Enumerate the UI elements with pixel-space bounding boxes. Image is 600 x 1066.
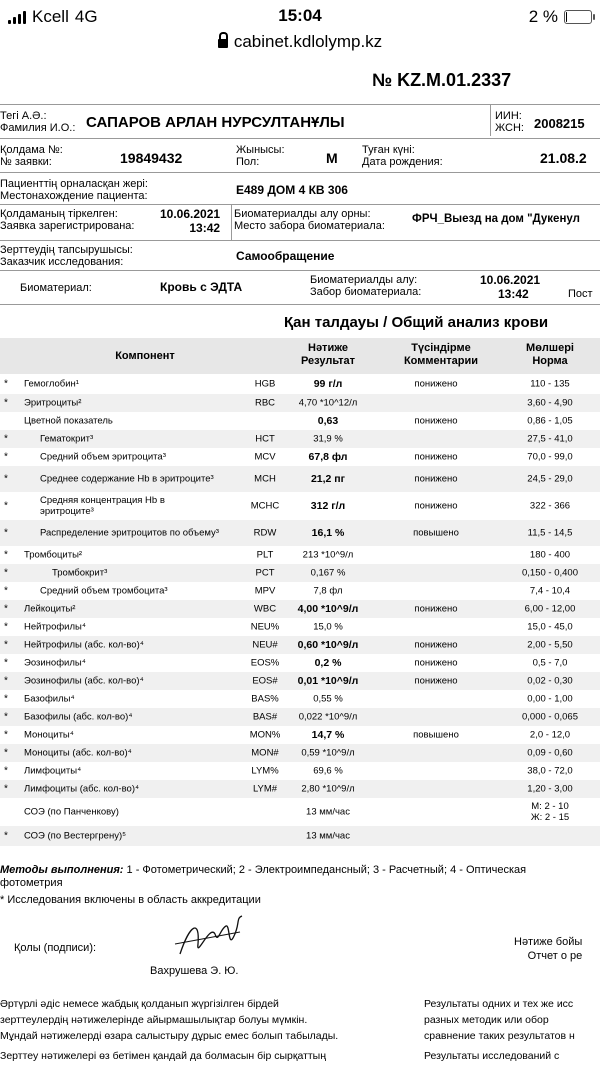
accreditation-note: * Исследования включены в область аккредитации bbox=[0, 894, 261, 906]
row-component: Лимфоциты⁴ bbox=[24, 765, 82, 777]
row-norm: 7,4 - 10,4 bbox=[529, 585, 571, 597]
row-component: Базофилы (абс. кол-во)⁴ bbox=[24, 711, 133, 723]
methods-text-2: фотометрия bbox=[0, 877, 63, 889]
table-row bbox=[0, 492, 600, 520]
row-norm: 0,86 - 1,05 bbox=[527, 415, 573, 427]
row-result: 4,00 *10^9/л bbox=[297, 603, 359, 615]
row-component: Гематокрит³ bbox=[40, 433, 94, 445]
row-comment: повышено bbox=[413, 729, 459, 741]
signer-name: Вахрушева Э. Ю. bbox=[150, 965, 239, 977]
row-component: Эритроциты² bbox=[24, 397, 82, 409]
row-result: 15,0 % bbox=[313, 621, 343, 633]
row-code: MON# bbox=[251, 747, 279, 759]
row-result: 312 г/л bbox=[310, 500, 346, 512]
row-component: Распределение эритроцитов по объему³ bbox=[40, 527, 219, 539]
row-code: EOS# bbox=[252, 675, 278, 687]
row-norm: 2,00 - 5,50 bbox=[527, 639, 573, 651]
document-number: № KZ.M.01.2337 bbox=[372, 70, 512, 90]
bio-take-label: Биоматериалды алу: Забор биоматериала: bbox=[310, 274, 422, 298]
table-row bbox=[0, 726, 600, 744]
row-result: 67,8 фл bbox=[308, 451, 348, 463]
patient-name: САПАРОВ АРЛАН НУРСУЛТАНҰЛЫ bbox=[86, 114, 345, 131]
row-star: * bbox=[4, 433, 8, 445]
row-norm: 11,5 - 14,5 bbox=[527, 527, 573, 539]
network-type: 4G bbox=[74, 7, 98, 26]
row-star: * bbox=[4, 378, 8, 390]
row-comment: понижено bbox=[414, 639, 458, 651]
row-code: NEU# bbox=[252, 639, 278, 651]
row-result: 4,70 *10^12/л bbox=[298, 397, 358, 409]
row-component: Лейкоциты² bbox=[24, 603, 76, 615]
row-star: * bbox=[4, 729, 8, 741]
row-star: * bbox=[4, 603, 8, 615]
location-value: Е489 ДОМ 4 КВ 306 bbox=[236, 183, 348, 197]
battery-icon bbox=[564, 10, 592, 24]
lab-report bbox=[0, 58, 600, 1066]
row-norm: 180 - 400 bbox=[529, 549, 571, 561]
row-component: Моноциты⁴ bbox=[24, 729, 74, 741]
row-star: * bbox=[4, 527, 8, 539]
row-norm: 0,5 - 7,0 bbox=[532, 657, 568, 669]
table-row bbox=[0, 430, 600, 448]
sex-value: М bbox=[326, 150, 338, 166]
post-label-partial: Пост bbox=[568, 288, 593, 300]
table-row bbox=[0, 690, 600, 708]
row-code: PCT bbox=[255, 567, 275, 579]
row-star: * bbox=[4, 657, 8, 669]
footer-kz: Әртүрлі әдіс немесе жабдық қолданып жүргізілген бірдей зерттеулердің нәтижелерінде айырмашылықтар болуы мүмкін. Мұндай нәтижелерді өзара салыстыру дұрыс емес болып табылады. Зерттеу нәтижелері өз бетімен қандай да болмасын бір сырқаттың bbox=[0, 998, 339, 1062]
table-row bbox=[0, 582, 600, 600]
biomaterial-value: Кровь с ЭДТА bbox=[160, 280, 243, 294]
carrier-name: Kcell bbox=[32, 7, 69, 26]
table-row bbox=[0, 412, 600, 430]
row-code: LYM% bbox=[251, 765, 279, 777]
row-star: * bbox=[4, 621, 8, 633]
row-result: 21,2 пг bbox=[310, 473, 346, 485]
table-row bbox=[0, 520, 600, 546]
bio-place-value: ФРЧ_Выезд на дом "Дукенул bbox=[412, 213, 580, 225]
dob-value: 21.08.2 bbox=[540, 150, 587, 166]
row-star: * bbox=[4, 500, 8, 512]
row-code: LYM# bbox=[252, 783, 278, 795]
row-norm: 322 - 366 bbox=[529, 500, 571, 512]
row-result: 213 *10^9/л bbox=[302, 549, 354, 561]
table-row bbox=[0, 654, 600, 672]
row-norm: 70,0 - 99,0 bbox=[527, 451, 573, 463]
lock-icon bbox=[218, 39, 228, 48]
row-comment: понижено bbox=[414, 451, 458, 463]
row-star: * bbox=[4, 830, 8, 842]
row-norm: 0,000 - 0,065 bbox=[522, 711, 578, 723]
row-result: 0,55 % bbox=[313, 693, 343, 705]
row-component: Средняя концентрация Hb в эритроците³ bbox=[40, 495, 165, 517]
table-row bbox=[0, 618, 600, 636]
iin-label: ИИН: ЖСН: bbox=[495, 110, 524, 134]
iin-value: 2008215 bbox=[534, 116, 585, 131]
row-component: Гемоглобин¹ bbox=[24, 378, 79, 390]
row-code: NEU% bbox=[250, 621, 280, 633]
row-comment: понижено bbox=[414, 675, 458, 687]
row-star: * bbox=[4, 711, 8, 723]
row-star: * bbox=[4, 549, 8, 561]
row-norm: 2,0 - 12,0 bbox=[529, 729, 571, 741]
row-star: * bbox=[4, 693, 8, 705]
header-comment: Түсіндірме Комментарии bbox=[403, 342, 479, 367]
row-result: 2,80 *10^9/л bbox=[301, 783, 355, 795]
address-bar[interactable] bbox=[0, 32, 600, 58]
row-comment: понижено bbox=[414, 500, 458, 512]
customer-value: Самообращение bbox=[236, 249, 335, 263]
location-label: Пациенттің орналасқан жері: Местонахождение пациента: bbox=[0, 178, 148, 202]
dob-label: Туған күні: Дата рождения: bbox=[362, 144, 443, 168]
header-result: Нәтиже Результат bbox=[300, 342, 356, 367]
row-component: Эозинофилы (абс. кол-во)⁴ bbox=[24, 675, 144, 687]
row-code: MON% bbox=[249, 729, 281, 741]
table-row bbox=[0, 448, 600, 466]
row-code: MCHC bbox=[250, 500, 280, 512]
header-norm: Мөлшері Норма bbox=[526, 342, 574, 367]
row-norm: 0,00 - 1,00 bbox=[527, 693, 573, 705]
row-star: * bbox=[4, 747, 8, 759]
row-result: 7,8 фл bbox=[313, 585, 343, 597]
footer-ru: Результаты одних и тех же исс разных методик или обор сравнение таких результатов н Результаты исследований с bbox=[424, 998, 575, 1062]
row-component: СОЭ (по Панченкову) bbox=[24, 806, 119, 818]
row-code: MPV bbox=[254, 585, 276, 597]
row-result: 31,9 % bbox=[313, 433, 343, 445]
row-norm: 1,20 - 3,00 bbox=[527, 783, 573, 795]
row-norm: 110 - 135 bbox=[530, 378, 570, 390]
registered-label: Қолдаманың тіркелген: Заявка зарегистрирована: bbox=[0, 208, 135, 232]
bio-place-label: Биоматериалды алу орны: Место забора биоматериала: bbox=[234, 208, 385, 232]
table-row bbox=[0, 636, 600, 654]
row-component: СОЭ (по Вестергрену)⁵ bbox=[24, 830, 127, 842]
row-result: 0,63 bbox=[317, 415, 339, 427]
row-star: * bbox=[4, 567, 8, 579]
row-norm: 15,0 - 45,0 bbox=[527, 621, 573, 633]
row-norm: 0,09 - 0,60 bbox=[527, 747, 573, 759]
registered-datetime: 10.06.2021 13:42 bbox=[160, 207, 221, 235]
row-comment: понижено bbox=[414, 415, 458, 427]
row-code: MCH bbox=[254, 473, 276, 485]
row-norm: 0,02 - 0,30 bbox=[527, 675, 573, 687]
table-row bbox=[0, 564, 600, 582]
customer-label: Зерттеудің тапсырушысы: Заказчик исследования: bbox=[0, 244, 133, 268]
biomaterial-label: Биоматериал: bbox=[20, 282, 92, 294]
table-row bbox=[0, 744, 600, 762]
row-result: 0,60 *10^9/л bbox=[297, 639, 359, 651]
row-component: Цветной показатель bbox=[24, 415, 113, 427]
row-star: * bbox=[4, 783, 8, 795]
header-component: Компонент bbox=[115, 350, 175, 362]
row-star: * bbox=[4, 397, 8, 409]
row-comment: понижено bbox=[414, 378, 458, 390]
order-label: Қолдама №: № заявки: bbox=[0, 144, 63, 168]
table-header bbox=[0, 338, 600, 374]
methods-text: 1 - Фотометрический; 2 - Электроимпедансный; 3 - Расчетный; 4 - Оптическая bbox=[123, 864, 527, 876]
methods-block bbox=[0, 864, 600, 907]
row-result: 16,1 % bbox=[311, 527, 345, 539]
table-row bbox=[0, 672, 600, 690]
row-component: Средний объем эритроцита³ bbox=[40, 451, 166, 463]
row-comment: повышено bbox=[413, 527, 459, 539]
table-row bbox=[0, 600, 600, 618]
row-comment: понижено bbox=[414, 473, 458, 485]
row-norm: 24,5 - 29,0 bbox=[527, 473, 573, 485]
row-norm: 3,60 - 4,90 bbox=[527, 397, 573, 409]
row-component: Нейтрофилы⁴ bbox=[24, 621, 86, 633]
row-code: BAS# bbox=[252, 711, 278, 723]
battery-percent: 2 % bbox=[528, 7, 558, 26]
row-component: Нейтрофилы (абс. кол-во)⁴ bbox=[24, 639, 144, 651]
row-result: 14,7 % bbox=[311, 729, 345, 741]
name-label: Тегі А.Ә.: Фамилия И.О.: bbox=[0, 110, 76, 134]
row-star: * bbox=[4, 585, 8, 597]
row-code: HCT bbox=[255, 433, 275, 445]
row-component: Средний объем тромбоцита³ bbox=[40, 585, 168, 597]
url-text: cabinet.kdlolymp.kz bbox=[233, 32, 383, 51]
clock: 15:04 bbox=[278, 6, 322, 25]
table-row bbox=[0, 762, 600, 780]
table-row bbox=[0, 374, 600, 394]
table-row bbox=[0, 826, 600, 846]
row-star: * bbox=[4, 675, 8, 687]
battery-info bbox=[529, 7, 592, 27]
row-star: * bbox=[4, 639, 8, 651]
row-norm: 0,150 - 0,400 bbox=[522, 567, 578, 579]
section-title: Қан талдауы / Общий анализ крови bbox=[284, 314, 549, 331]
sex-label: Жынысы: Пол: bbox=[236, 144, 285, 168]
row-star: * bbox=[4, 473, 8, 485]
row-component: Лимфоциты (абс. кол-во)⁴ bbox=[24, 783, 140, 795]
row-result: 13 мм/час bbox=[306, 806, 350, 818]
row-code: HGB bbox=[254, 378, 276, 390]
table-row bbox=[0, 708, 600, 726]
row-norm: 27,5 - 41,0 bbox=[527, 433, 573, 445]
table-row bbox=[0, 466, 600, 492]
row-norm: 6,00 - 12,00 bbox=[524, 603, 576, 615]
row-comment: понижено bbox=[414, 603, 458, 615]
row-component: Тромбокрит³ bbox=[52, 567, 108, 579]
order-number: 19849432 bbox=[120, 150, 183, 166]
row-component: Моноциты (абс. кол-во)⁴ bbox=[24, 747, 132, 759]
row-result: 99 г/л bbox=[313, 378, 343, 390]
bio-take-datetime: 10.06.2021 13:42 bbox=[480, 273, 541, 301]
methods-label: Методы выполнения: bbox=[0, 864, 124, 876]
row-code: RDW bbox=[253, 527, 277, 539]
table-row bbox=[0, 546, 600, 564]
status-bar bbox=[0, 0, 600, 34]
table-row bbox=[0, 798, 600, 826]
table-row bbox=[0, 780, 600, 798]
row-code: BAS% bbox=[251, 693, 279, 705]
row-result: 0,167 % bbox=[310, 567, 346, 579]
table-row bbox=[0, 394, 600, 412]
row-norm: 38,0 - 72,0 bbox=[527, 765, 573, 777]
row-result: 13 мм/час bbox=[306, 830, 350, 842]
signature-image bbox=[170, 914, 250, 964]
row-comment: понижено bbox=[414, 657, 458, 669]
row-code: MCV bbox=[254, 451, 276, 463]
row-code: WBC bbox=[253, 603, 277, 615]
row-result: 0,59 *10^9/л bbox=[301, 747, 355, 759]
row-component: Базофилы⁴ bbox=[24, 693, 75, 705]
row-component: Среднее содержание Hb в эритроците³ bbox=[40, 473, 214, 485]
row-result: 0,2 % bbox=[314, 657, 342, 669]
report-note: Нәтиже бойы Отчет о ре bbox=[514, 936, 583, 962]
row-result: 0,022 *10^9/л bbox=[298, 711, 358, 723]
row-component: Эозинофилы⁴ bbox=[24, 657, 86, 669]
row-code: PLT bbox=[256, 549, 274, 561]
row-result: 69,6 % bbox=[313, 765, 343, 777]
row-code: EOS% bbox=[250, 657, 280, 669]
row-star: * bbox=[4, 765, 8, 777]
signature-label: Қолы (подписи): bbox=[14, 942, 97, 954]
row-norm: М: 2 - 10 Ж: 2 - 15 bbox=[530, 801, 570, 823]
row-star: * bbox=[4, 451, 8, 463]
row-code: RBC bbox=[254, 397, 276, 409]
row-result: 0,01 *10^9/л bbox=[297, 675, 359, 687]
row-component: Тромбоциты² bbox=[24, 549, 83, 561]
